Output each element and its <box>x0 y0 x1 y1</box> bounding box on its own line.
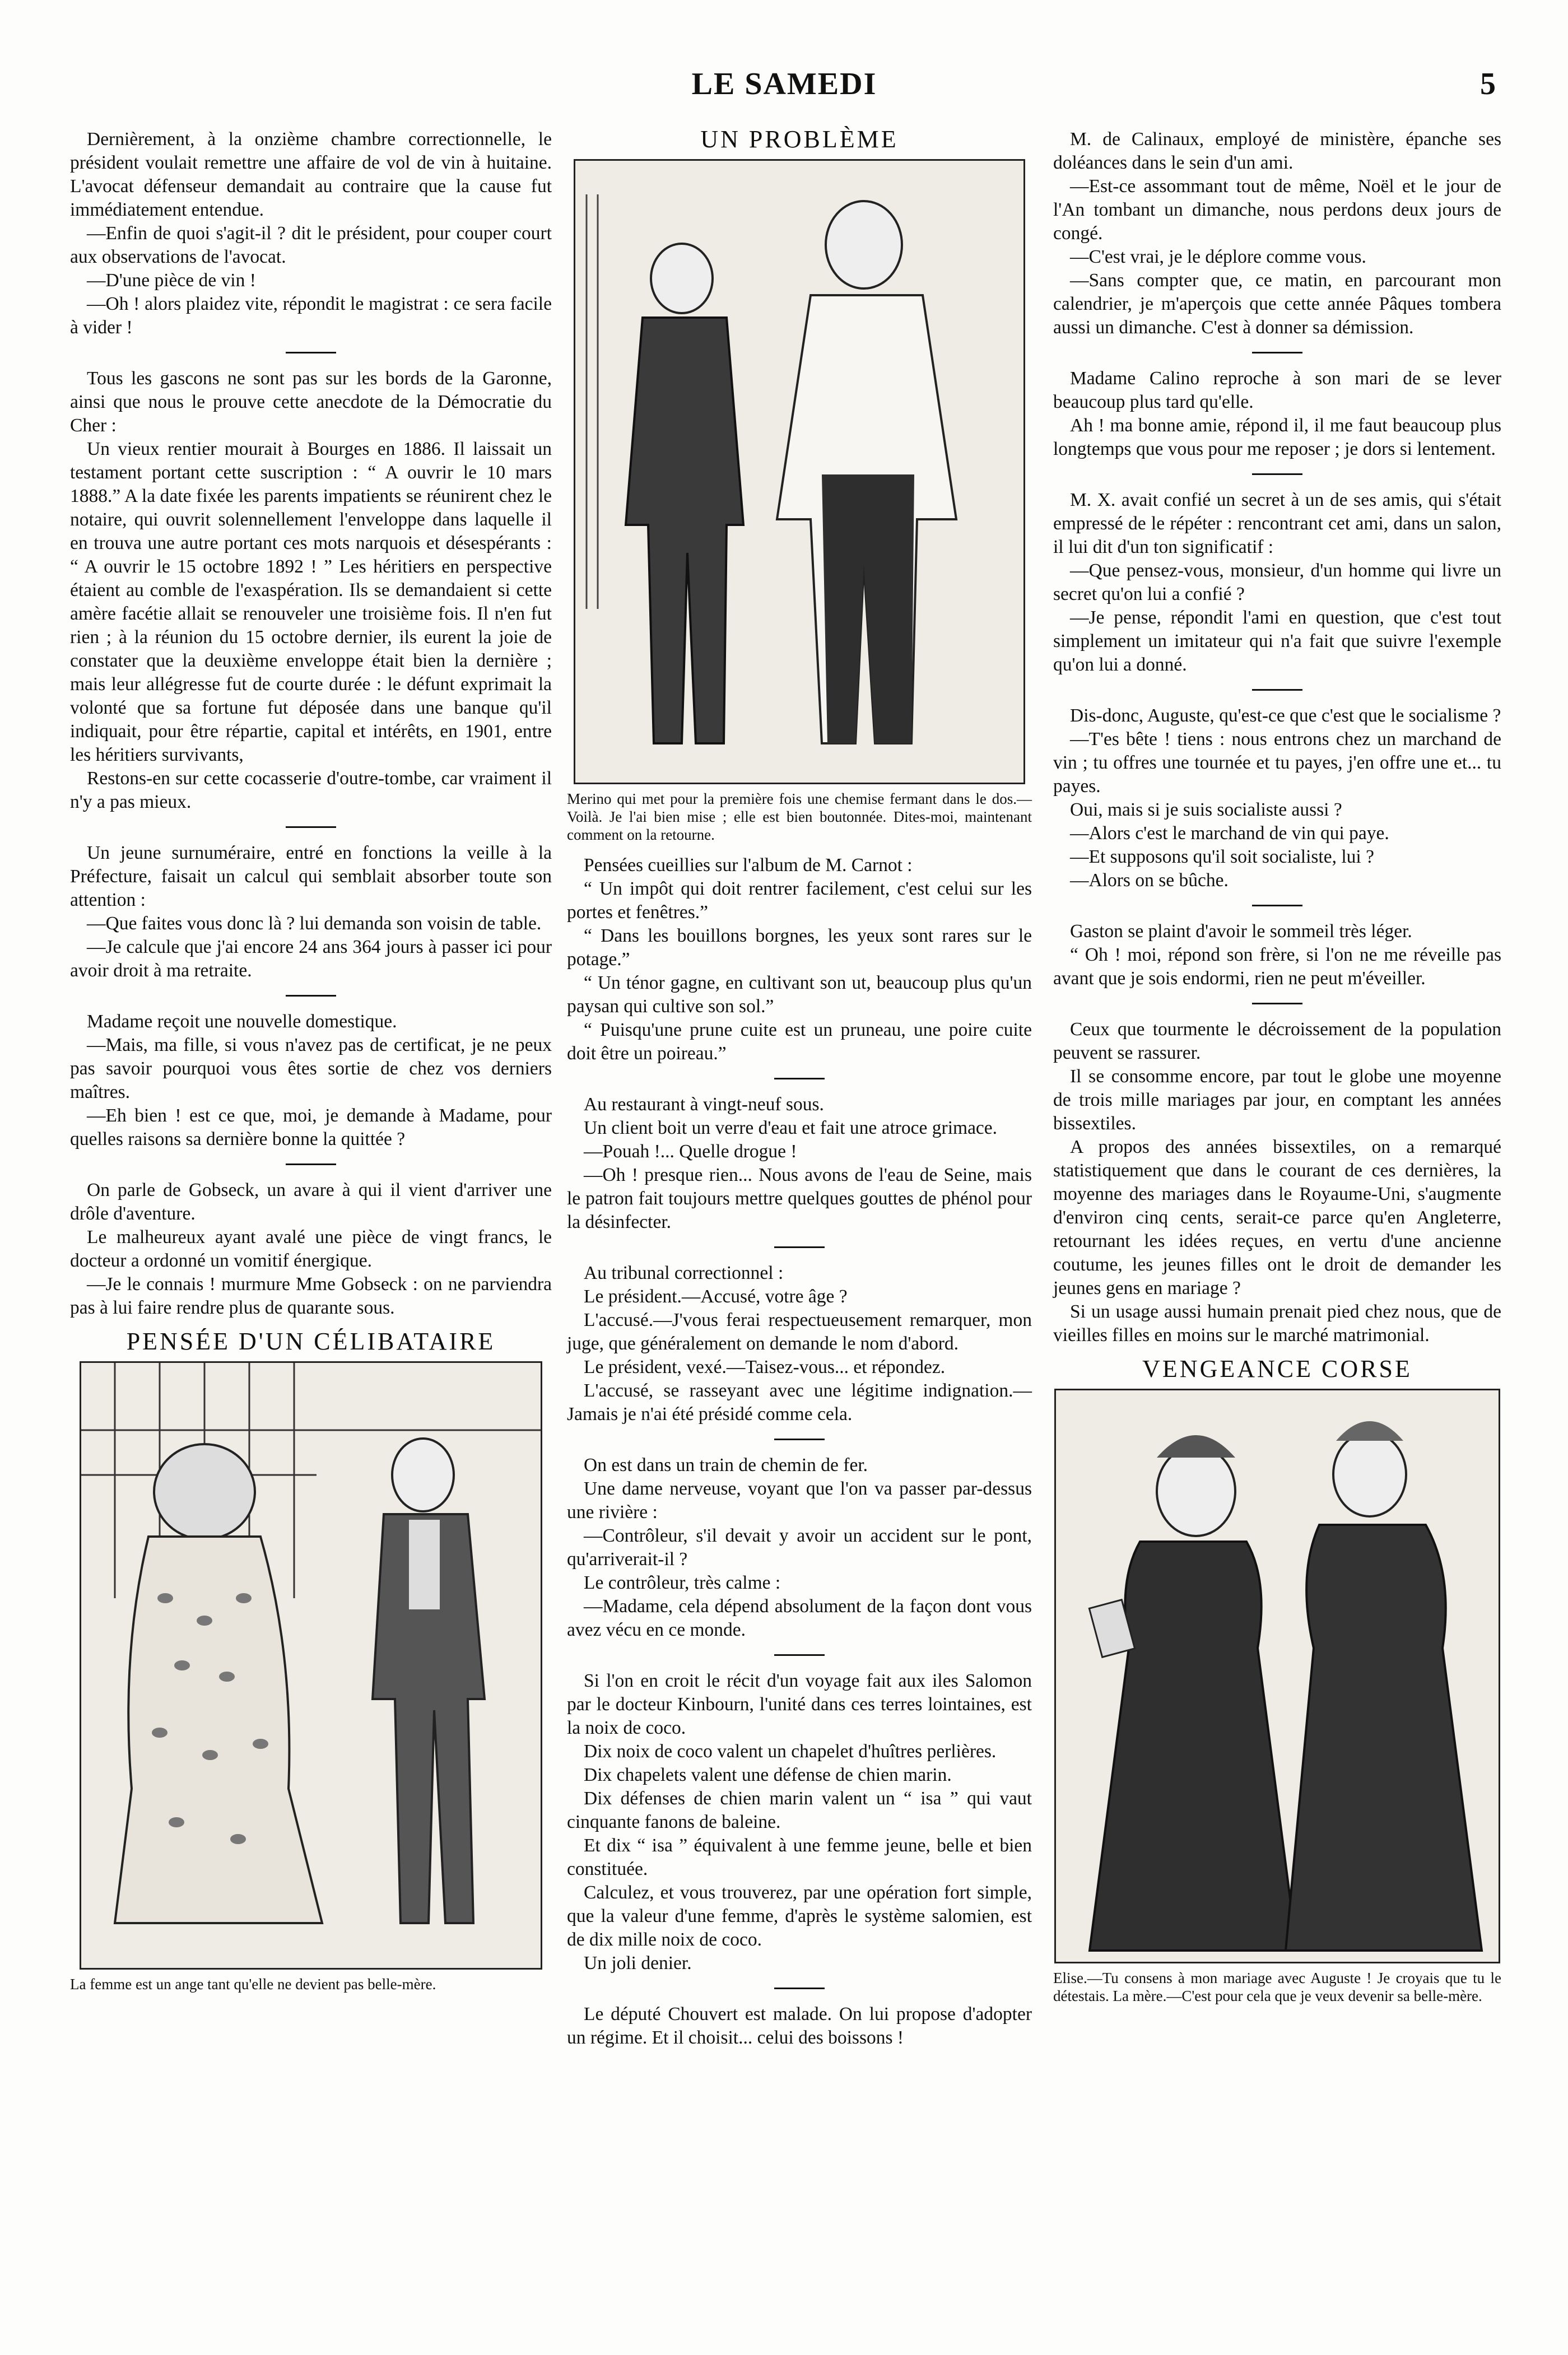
paragraph: —Oh ! alors plaidez vite, répondit le magistrat : ce sera facile à vider ! <box>70 294 552 338</box>
paragraph: Si l'on en croit le récit d'un voyage fait aux iles Salomon par le docteur Kinbourn, l'unité dans ces terres lointaines, est la noix de coco. <box>567 1670 1032 1738</box>
anecdote <box>70 1010 552 1151</box>
anecdote <box>1053 1018 1501 1347</box>
cartoon-drawing <box>1056 1390 1499 1962</box>
section-divider <box>1252 1003 1302 1004</box>
paragraph: “ Oh ! moi, répond son frère, si l'on ne me réveille pas avant que je sois endormi, rien ne peut m'éveiller. <box>1053 944 1501 989</box>
anecdote <box>1053 128 1501 339</box>
cartoon-drawing <box>575 161 1023 783</box>
paragraph: On parle de Gobseck, un avare à qui il vient d'arriver une drôle d'aventure. <box>70 1180 552 1224</box>
cartoon-caption-vengeance: Elise.—Tu consens à mon mariage avec Auguste ! Je croyais que tu le détestais. La mère.—C'est pour cela que je veux devenir sa belle-mère. <box>1053 1970 1501 2004</box>
anecdote <box>567 1262 1032 1426</box>
anecdote <box>567 2003 1032 2050</box>
anecdote <box>567 1669 1032 1975</box>
paragraph: —Je pense, répondit l'ami en question, que c'est tout simplement un imitateur qui n'a fait que suivre l'exemple qu'on lui a donné. <box>1053 607 1501 675</box>
anecdote <box>1053 488 1501 677</box>
anecdote <box>1053 920 1501 990</box>
paragraph: L'accusé, se rasseyant avec une légitime indignation.—Jamais je n'ai été présidé comme cela. <box>567 1380 1032 1425</box>
paragraph: —Je le connais ! murmure Mme Gobseck : on ne parviendra pas à lui faire rendre plus de quarante sous. <box>70 1274 552 1318</box>
anecdote <box>1053 367 1501 461</box>
section-divider <box>1252 473 1302 475</box>
cartoon-caption-celibataire: La femme est un ange tant qu'elle ne devient pas belle-mère. <box>70 1976 436 1993</box>
paragraph: Ah ! ma bonne amie, répond il, il me faut beaucoup plus longtemps que vous pour me reposer ; je dors si lentement. <box>1053 415 1501 459</box>
paragraph: “ Un impôt qui doit rentrer facilement, c'est celui sur les portes et fenêtres.” <box>567 878 1032 923</box>
paragraph: —D'une pièce de vin ! <box>87 270 256 291</box>
cartoon-title-celibataire: PENSÉE D'UN CÉLIBATAIRE <box>126 1328 496 1355</box>
section-divider <box>774 1654 825 1656</box>
paragraph: On est dans un train de chemin de fer. <box>584 1455 868 1476</box>
paragraph: Gaston se plaint d'avoir le sommeil très léger. <box>1070 921 1412 942</box>
cartoon-caption-probleme: Merino qui met pour la première fois une chemise fermant dans le dos.—Voilà. Je l'ai bien mise ; elle est bien boutonnée. Dites-moi, maintenant comment on la retourne. <box>567 790 1032 843</box>
section-divider <box>286 995 336 997</box>
section-divider <box>774 1439 825 1440</box>
anecdote <box>1053 704 1501 892</box>
paragraph: Madame reçoit une nouvelle domestique. <box>87 1011 397 1032</box>
anecdote <box>567 854 1032 1065</box>
paragraph: Un jeune surnuméraire, entré en fonctions la veille à la Préfecture, faisait un calcul qui semblait absorber toute son attention : <box>70 843 552 910</box>
paragraph: —Que faites vous donc là ? lui demanda son voisin de table. <box>87 913 542 934</box>
paragraph: —Sans compter que, ce matin, en parcourant mon calendrier, je m'aperçois que cette année Pâques tombera aussi un dimanche. C'est à donner sa démission. <box>1053 270 1501 338</box>
section-divider <box>286 826 336 828</box>
paragraph: —Oh ! presque rien... Nous avons de l'eau de Seine, mais le patron fait toujours mettre quelques gouttes de phénol pour la désinfecter. <box>567 1165 1032 1232</box>
column-3 <box>1053 128 1501 2015</box>
cartoon-illustration-probleme <box>574 159 1025 784</box>
paragraph: Il se consomme encore, par tout le globe une moyenne de trois mille mariages par jour, en comptant les années bissextiles. <box>1053 1066 1501 1134</box>
column-3-items <box>1053 128 1501 1347</box>
paragraph: —Et supposons qu'il soit socialiste, lui ? <box>1070 846 1374 867</box>
masthead <box>73 66 1496 117</box>
section-divider <box>1252 689 1302 691</box>
paragraph: —Eh bien ! est ce que, moi, je demande à Madame, pour quelles raisons sa dernière bonne la quittée ? <box>70 1105 552 1149</box>
paragraph: Ceux que tourmente le décroissement de la population peuvent se rassurer. <box>1053 1019 1501 1063</box>
cartoon-title-vengeance: VENGEANCE CORSE <box>1142 1355 1412 1383</box>
section-divider <box>286 1163 336 1165</box>
column-2-items <box>567 854 1032 2050</box>
paragraph: Tous les gascons ne sont pas sur les bords de la Garonne, ainsi que nous le prouve cette anecdote de la Démocratie du Cher : <box>70 368 552 436</box>
column-1 <box>70 128 552 2003</box>
paragraph: Dernièrement, à la onzième chambre correctionnelle, le président voulait remettre une affaire de vol de vin à huitaine. L'avocat défenseur demandait au contraire que la cause fut immédiatement entendue. <box>70 129 552 220</box>
paragraph: Dis-donc, Auguste, qu'est-ce que c'est que le socialisme ? <box>1070 705 1501 726</box>
section-divider <box>774 1246 825 1248</box>
paragraph: —Que pensez-vous, monsieur, d'un homme qui livre un secret qu'on lui a confié ? <box>1053 560 1501 604</box>
paragraph: —Est-ce assommant tout de même, Noël et le jour de l'An tombant un dimanche, nous perdons deux jours de congé. <box>1053 176 1501 244</box>
section-divider <box>774 1988 825 1989</box>
anecdote <box>70 367 552 814</box>
paragraph: Le député Chouvert est malade. On lui propose d'adopter un régime. Et il choisit... celui des boissons ! <box>567 2004 1032 2048</box>
paragraph: —Je calcule que j'ai encore 24 ans 364 jours à passer ici pour avoir droit à ma retraite. <box>70 937 552 981</box>
section-divider <box>286 352 336 353</box>
paragraph: Au restaurant à vingt-neuf sous. <box>584 1094 824 1115</box>
section-divider <box>1252 352 1302 353</box>
paragraph: Restons-en sur cette cocasserie d'outre-tombe, car vraiment il n'y a pas mieux. <box>70 768 552 812</box>
paragraph: —Madame, cela dépend absolument de la façon dont vous avez vécu en ce monde. <box>567 1596 1032 1640</box>
paragraph: M. X. avait confié un secret à un de ses amis, qui s'était empressé de le répéter : rencontrant cet ami, dans un salon, il lui dit d'un ton significatif : <box>1053 490 1501 557</box>
paragraph: —Alors c'est le marchand de vin qui paye. <box>1070 823 1389 844</box>
paragraph: —Mais, ma fille, si vous n'avez pas de certificat, je ne peux pas savoir pourquoi vous êtes sortie de chez vos derniers maîtres. <box>70 1035 552 1102</box>
newspaper-title: LE SAMEDI <box>691 67 877 101</box>
paragraph: L'accusé.—J'vous ferai respectueusement remarquer, mon juge, que généralement on demande le nom d'abord. <box>567 1310 1032 1354</box>
anecdote <box>70 841 552 983</box>
paragraph: M. de Calinaux, employé de ministère, épanche ses doléances dans le sein d'un ami. <box>1053 129 1501 173</box>
section-divider <box>774 1078 825 1079</box>
paragraph: —Enfin de quoi s'agit-il ? dit le président, pour couper court aux observations de l'avocat. <box>70 223 552 267</box>
cartoon-illustration-vengeance <box>1054 1389 1500 1963</box>
page-number: 5 <box>1480 67 1496 101</box>
section-divider <box>1252 905 1302 906</box>
paragraph: Le malheureux ayant avalé une pièce de vingt francs, le docteur a ordonné un vomitif énergique. <box>70 1227 552 1271</box>
anecdote <box>70 128 552 339</box>
paragraph: —Alors on se bûche. <box>1070 870 1229 891</box>
paragraph: Un joli denier. <box>584 1953 692 1974</box>
paragraph: Dix chapelets valent une défense de chien marin. <box>584 1765 952 1785</box>
paragraph: Calculez, et vous trouverez, par une opération fort simple, que la valeur d'une femme, d'après le système salomien, est de dix mille noix de coco. <box>567 1882 1032 1950</box>
paragraph: —T'es bête ! tiens : nous entrons chez un marchand de vin ; tu offres une tournée et tu payes, j'en offre une et... tu payes. <box>1053 729 1501 797</box>
paragraph: Un client boit un verre d'eau et fait une atroce grimace. <box>584 1118 998 1138</box>
cartoon-drawing <box>81 1363 541 1968</box>
paragraph: —Contrôleur, s'il devait y avoir un accident sur le pont, qu'arriverait-il ? <box>567 1525 1032 1570</box>
column-1-items <box>70 128 552 1320</box>
paragraph: A propos des années bissextiles, on a remarqué statistiquement que dans le courant de ces dernières, la moyenne des mariages dans le Royaume-Uni, s'augmente d'environ cinq cents, serait-ce parce qu'en Angleterre, retournant les idées reçues, en vertu d'une ancienne coutume, les jeunes filles ont le droit de demander les jeunes gens en mariage ? <box>1053 1137 1501 1298</box>
paragraph: Madame Calino reproche à son mari de se lever beaucoup plus tard qu'elle. <box>1053 368 1501 412</box>
paragraph: Dix défenses de chien marin valent un “ isa ” qui vaut cinquante fanons de baleine. <box>567 1788 1032 1832</box>
paragraph: Au tribunal correctionnel : <box>584 1263 784 1283</box>
paragraph: Le contrôleur, très calme : <box>584 1572 781 1593</box>
paragraph: Et dix “ isa ” équivalent à une femme jeune, belle et bien constituée. <box>567 1835 1032 1879</box>
paragraph: Si un usage aussi humain prenait pied chez nous, que de vieilles filles en moins sur le marché matrimonial. <box>1053 1301 1501 1346</box>
paragraph: —C'est vrai, je le déplore comme vous. <box>1070 246 1366 267</box>
paragraph: Oui, mais si je suis socialiste aussi ? <box>1070 799 1342 820</box>
paragraph: Le président.—Accusé, votre âge ? <box>584 1286 848 1307</box>
paragraph: Une dame nerveuse, voyant que l'on va passer par-dessus une rivière : <box>567 1478 1032 1523</box>
paragraph: “ Puisqu'une prune cuite est un pruneau, une poire cuite doit être un poireau.” <box>567 1020 1032 1064</box>
paragraph: Le président, vexé.—Taisez-vous... et répondez. <box>584 1357 946 1377</box>
paragraph: Dix noix de coco valent un chapelet d'huîtres perlières. <box>584 1741 997 1762</box>
paragraph: “ Dans les bouillons borgnes, les yeux sont rares sur le potage.” <box>567 925 1032 970</box>
paragraph: Un vieux rentier mourait à Bourges en 1886. Il laissait un testament portant cette suscription : “ A ouvrir le 10 mars 1888.” A la date fixée les parents impatients se réunirent chez le notaire, qui ouvrit solennellement l'enveloppe dans laquelle il en trouva une autre portant ces mots narquois et désespérants : “ A ouvrir le 15 octobre 1892 ! ” Les héritiers en perspective étaient au comble de l'exaspération. Ils se demandaient si cette amère facétie allait se renouveler une troisième fois. Il n'en fut rien ; à la réunion du 15 octobre dernier, ils eurent la joie de constater que la deuxième enveloppe était bien la dernière ; mais leur allégresse fut de courte durée : le défunt exprimait la volonté que sa fortune fut déposée dans une banque qu'il indiquait, pour être répartie, capital et intérêts, en 1901, entre les héritiers survivants, <box>70 439 552 765</box>
paragraph: Pensées cueillies sur l'album de M. Carnot : <box>584 855 913 876</box>
cartoon-illustration-celibataire <box>80 1361 542 1970</box>
anecdote <box>567 1454 1032 1642</box>
anecdote <box>70 1179 552 1320</box>
paragraph: —Pouah !... Quelle drogue ! <box>584 1141 797 1162</box>
cartoon-title-probleme: UN PROBLÈME <box>700 125 899 153</box>
anecdote <box>567 1093 1032 1234</box>
column-2 <box>567 125 1032 2054</box>
paragraph: “ Un ténor gagne, en cultivant son ut, beaucoup plus qu'un paysan qui cultive son sol.” <box>567 972 1032 1017</box>
